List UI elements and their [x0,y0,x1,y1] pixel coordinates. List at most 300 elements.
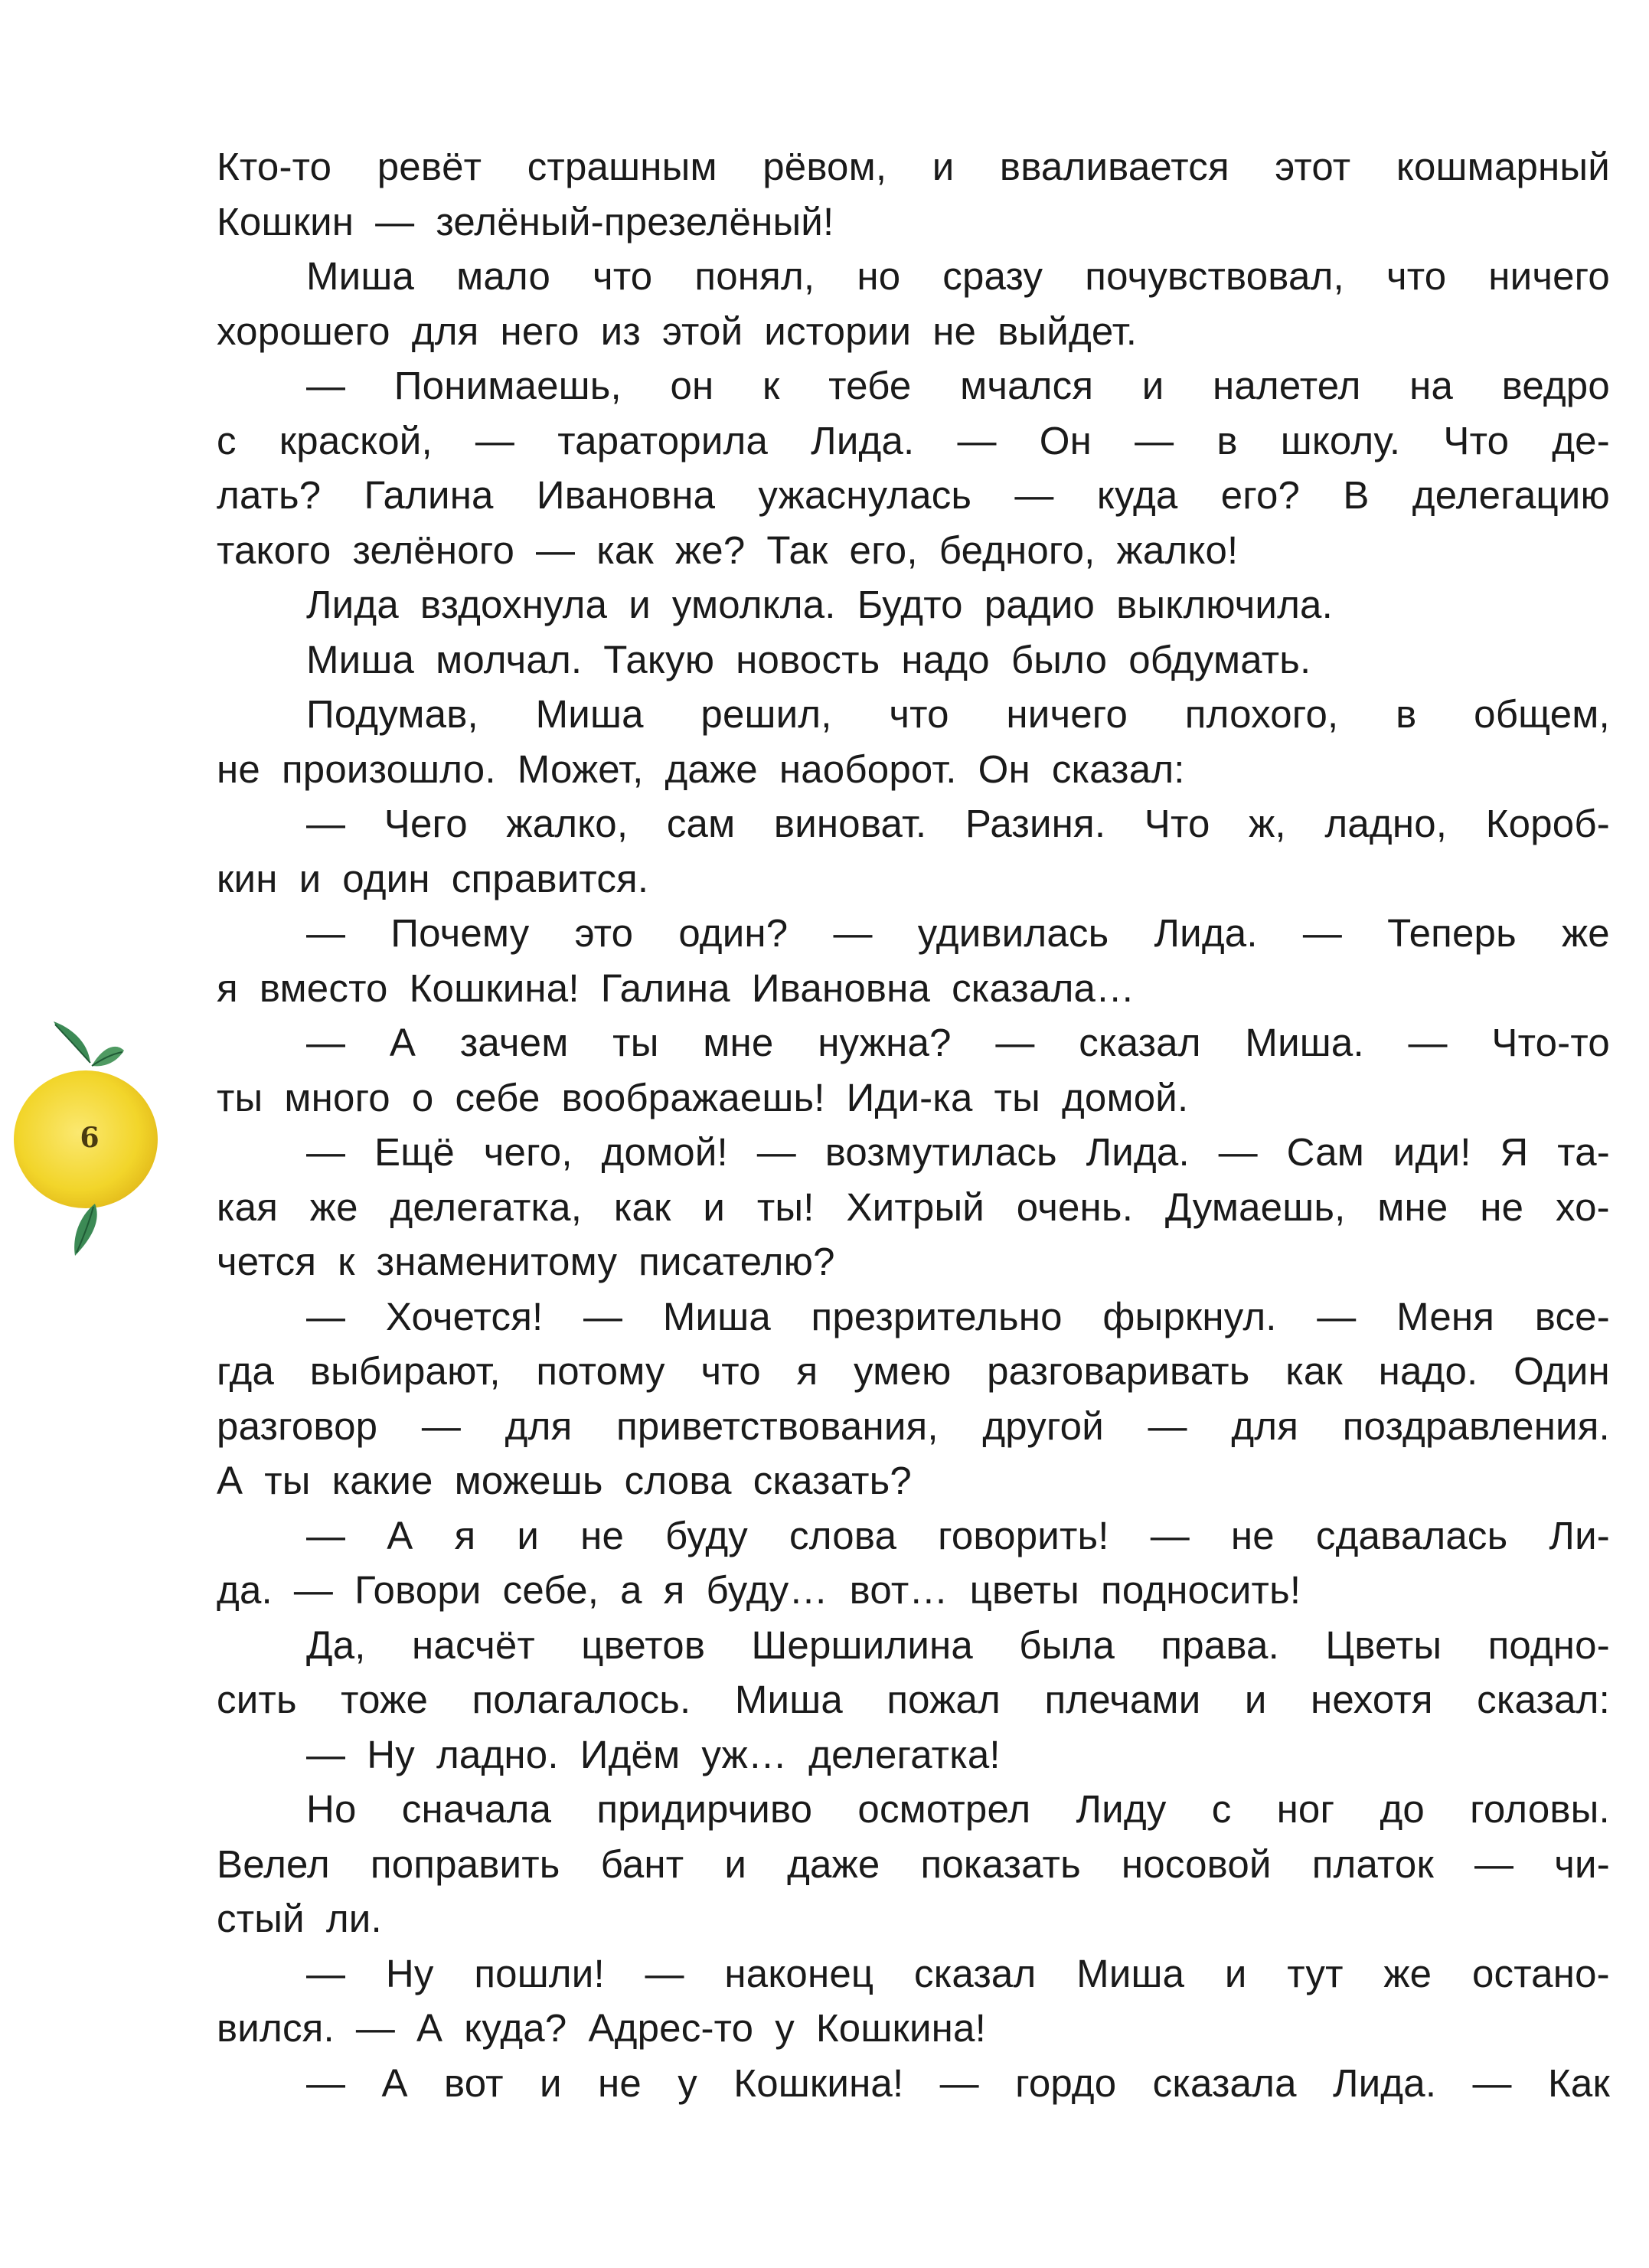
word: один? [678,911,789,955]
word: это [574,911,634,955]
word: не [1480,1185,1524,1229]
word: не [598,2060,642,2105]
text-line [217,1344,1610,1399]
word: чется [217,1240,317,1283]
word: кая [217,1185,279,1229]
word: плохого, [1184,692,1339,736]
text-line [217,194,1610,250]
word: гордо [1015,2060,1117,2105]
word: что [1386,254,1447,298]
text-line [217,304,1610,359]
word: сить [217,1678,297,1721]
word: Цветы [1325,1623,1442,1667]
word: насчёт [412,1623,535,1667]
word: тоже [341,1678,429,1721]
word: школу. [1280,418,1401,462]
word: — [306,1294,346,1338]
word: но [857,254,901,298]
word: же? [674,528,746,572]
word: что [593,254,653,298]
word: слова [624,1459,732,1502]
word: Миша [1076,1951,1185,1995]
word: ревёт [377,145,482,188]
text-line [217,1946,1610,2002]
word: Говори [354,1568,482,1612]
word: все- [1534,1294,1610,1338]
word: носовой [1121,1842,1272,1886]
word: сначала [401,1787,552,1831]
word: — [1148,1404,1187,1448]
word: Лида. [1154,911,1258,955]
word: домой! [601,1130,728,1174]
word: выйдет. [998,309,1138,353]
word: — [1218,1130,1258,1174]
word: Кошкина! [409,966,580,1010]
text-line [217,1015,1610,1070]
word: истории [764,309,912,353]
word: сам [666,802,736,845]
word: Понимаешь, [393,364,622,407]
word: Адрес-то [588,2006,754,2050]
word: вздохнула [420,583,608,626]
word: — [1472,2060,1512,2105]
word: разговаривать [987,1349,1250,1393]
word: до [1380,1787,1425,1831]
word: и [724,1842,747,1886]
word: ты [994,1075,1040,1119]
word: о [411,1075,434,1119]
word: и [1224,1951,1247,1995]
word: осмотрел [857,1787,1031,1831]
text-line [217,851,1610,907]
word: вваливается [999,145,1229,188]
word: презрительно [811,1294,1063,1338]
word: Он [978,747,1030,791]
word: можешь [454,1459,603,1502]
word: — [355,2006,396,2050]
word: слова [789,1513,897,1557]
word: А [416,2006,443,2050]
word: хо- [1555,1185,1610,1229]
word: и [703,1185,726,1229]
word: произошло. [281,747,496,791]
page-number: 6 [80,1122,100,1154]
word: делегацию [1412,473,1610,517]
word: зелёный-презелёный! [436,199,834,243]
word: Ивановна [751,966,931,1010]
text-line [217,1399,1610,1454]
text-line [217,1563,1610,1618]
word: Будто [857,583,963,626]
word: наконец [724,1951,874,1995]
word: хорошего [217,309,390,353]
word: — [756,1130,796,1174]
word: в [1216,418,1238,462]
text-line [217,1727,1610,1783]
word: — [939,2060,979,2105]
word: себе [455,1075,540,1119]
word: сразу [942,254,1043,298]
word: куда [1096,473,1178,517]
word: как [596,528,654,572]
text-line [217,1180,1610,1235]
word: другой [982,1404,1104,1448]
word: Ну [385,1951,434,1995]
word: наоборот. [779,747,957,791]
word: делегатка! [808,1732,1001,1776]
text-line [217,906,1610,961]
word: Ивановна [536,473,716,517]
word: буду [665,1513,749,1557]
word: Что-то [1491,1021,1610,1064]
word: Иди-ка [846,1075,973,1119]
word: для [1231,1404,1299,1448]
word: много [284,1075,390,1119]
word: и [517,1513,540,1557]
word: рёвом, [762,145,887,188]
word: — [306,1513,346,1557]
word: сказал: [1051,747,1185,791]
text-line [217,742,1610,797]
word: де- [1552,418,1610,462]
word: ног [1276,1787,1335,1831]
word: ладно. [436,1732,559,1776]
word: Но [306,1787,357,1831]
word: и [629,583,651,626]
word: тут [1287,1951,1344,1995]
word: умею [853,1349,952,1393]
word: чего, [483,1130,573,1174]
word: ладно, [1324,802,1448,845]
word: — [1014,473,1054,517]
word: Он [1039,418,1092,462]
text-line [217,2056,1610,2111]
word: мчался [960,364,1094,407]
text-line [217,1618,1610,1673]
word: что [889,692,949,736]
text-line [217,577,1610,632]
word: один [342,856,430,900]
word: с [217,418,237,462]
word: мне [1377,1185,1448,1229]
word: придирчиво [596,1787,813,1831]
text-line [217,2001,1610,2056]
word: я [663,1568,685,1612]
text-line [217,1070,1610,1126]
word: умолкла. [671,583,836,626]
word: сказал [914,1951,1037,1995]
word: сказать? [753,1459,912,1502]
word: знаменитому [376,1240,618,1283]
word: очень. [1016,1185,1134,1229]
word: ты [264,1459,311,1502]
word: Думаешь, [1164,1185,1346,1229]
word: Подумав, [306,692,478,736]
word: — [475,418,515,462]
word: нехотя [1310,1678,1433,1721]
word: обдумать. [1128,637,1311,681]
word: куда? [464,2006,567,2050]
word: понял, [694,254,815,298]
word: общем, [1474,692,1610,736]
word: подно- [1487,1623,1610,1667]
word: чи- [1554,1842,1610,1886]
word: у [775,2006,795,2050]
word: Может, [517,747,644,791]
word: разговор [217,1404,378,1448]
word: почувствовал, [1085,254,1344,298]
word: Почему [390,911,530,955]
word: даже [787,1842,880,1886]
word: вот [444,2060,504,2105]
word: нужна? [818,1021,952,1064]
word: не [217,747,260,791]
text-line [217,523,1610,578]
word: не [1230,1513,1275,1557]
word: какие [331,1459,433,1502]
word: Идём [580,1732,681,1776]
word: Короб- [1485,802,1610,845]
word: — [306,2060,346,2105]
word: полагалось. [472,1678,691,1721]
word: Ли- [1549,1513,1610,1557]
word: была [1019,1623,1115,1667]
word: та- [1557,1130,1610,1174]
word: стый [217,1897,305,1940]
word: я [454,1513,476,1557]
word: ничего [1488,254,1610,298]
word: пошли! [474,1951,605,1995]
word: Хочется! [385,1294,544,1338]
word: вился. [217,2006,335,2050]
word: буду… [706,1568,828,1612]
word: как [1285,1349,1343,1393]
word: ничего [1006,692,1128,736]
word: зелёного [352,528,515,572]
text-line [217,1234,1610,1289]
word: к [338,1240,355,1283]
word: Разиня. [965,802,1106,845]
word: даже [664,747,758,791]
word: его? [1220,473,1301,517]
word: — [1150,1513,1190,1557]
word: и [299,856,322,900]
word: Лида. [1086,1130,1190,1174]
word: — [375,199,415,243]
word: — [1135,418,1174,462]
word: с [1211,1787,1232,1831]
text-line [217,1125,1610,1180]
word: Шершилина [751,1623,973,1667]
word: страшным [527,145,717,188]
word: А [387,1513,413,1557]
word: мне [703,1021,774,1064]
word: плечами [1044,1678,1201,1721]
word: — [1408,1021,1448,1064]
word: выбирают, [309,1349,501,1393]
word: и [1244,1678,1267,1721]
text-line [217,1672,1610,1727]
text-line [217,1453,1610,1508]
word: Один [1513,1349,1610,1393]
word: Лида [306,583,399,626]
word: я [796,1349,818,1393]
word: платок [1311,1842,1434,1886]
word: новость [736,637,880,681]
word: показать [920,1842,1081,1886]
word: — [293,1568,334,1612]
word: — [583,1294,623,1338]
word: надо. [1378,1349,1478,1393]
word: — [306,802,346,845]
word: этой [661,309,743,353]
word: — [1474,1842,1514,1886]
word: краской, [279,418,433,462]
word: удивилась [917,911,1109,955]
word: в [1396,692,1417,736]
text-line [217,1891,1610,1946]
text-line [217,413,1610,469]
word: зачем [459,1021,569,1064]
word: молчал. [436,637,583,681]
text-line [217,139,1610,194]
word: радио [984,583,1096,626]
word: Такую [603,637,715,681]
text-line [217,1508,1610,1564]
word: — [1302,911,1343,955]
word: Миша. [1245,1021,1364,1064]
word: — [306,911,346,955]
word: Ещё [374,1130,455,1174]
word: кин [217,856,278,900]
word: виноват. [773,802,927,845]
word: него [500,309,580,353]
word: Миша [306,637,415,681]
word: говорить! [938,1513,1109,1557]
word: а [620,1568,642,1612]
word: Ну [367,1732,415,1776]
word: налетел [1213,364,1361,407]
word: же [1383,1951,1432,1995]
word: выключила. [1116,583,1333,626]
word: этот [1275,145,1351,188]
word: для [504,1404,573,1448]
word: В [1343,473,1370,517]
word: к [762,364,780,407]
word: ты [612,1021,659,1064]
word: сказал [1079,1021,1201,1064]
word: я [217,966,238,1010]
word: лать? [217,473,322,517]
word: Кто-то [217,145,332,188]
word: иди! [1393,1130,1471,1174]
word: писателю? [638,1240,835,1283]
word: Галина [364,473,494,517]
word: Как [1547,2060,1610,2105]
text-line [217,249,1610,304]
word: Сам [1286,1130,1365,1174]
word: и [540,2060,562,2105]
word: головы. [1470,1787,1610,1831]
word: А [389,1021,416,1064]
word: ужаснулась [758,473,972,517]
word: ж, [1249,802,1286,845]
word: не [932,309,977,353]
word: Миша [734,1678,843,1721]
word: Велел [217,1842,330,1886]
word: ведро [1501,364,1610,407]
word: справится. [451,856,649,900]
word: жалко! [1116,528,1239,572]
word: — [306,364,346,407]
word: жалко, [506,802,629,845]
word: А [217,1459,243,1502]
word: Чего [384,802,468,845]
word: поздравления. [1342,1404,1610,1448]
word: — [995,1021,1035,1064]
text-line [217,687,1610,742]
word: Кошкина! [815,2006,986,2050]
word: и [1141,364,1164,407]
word: — [306,1130,346,1174]
word: права. [1161,1623,1279,1667]
word: воображаешь! [561,1075,825,1119]
text-line [217,796,1610,851]
word: сдавалась [1315,1513,1508,1557]
word: надо [901,637,990,681]
word: у [678,2060,697,2105]
word: Что [1144,802,1210,845]
word: остано- [1471,1951,1610,1995]
word: тебе [828,364,912,407]
word: было [1011,637,1108,681]
word: потому [536,1349,665,1393]
word: и [932,145,955,188]
word: Теперь [1387,911,1517,955]
text-line [217,468,1610,523]
word: Кошкина! [733,2060,904,2105]
word: — [833,911,873,955]
word: как [613,1185,671,1229]
word: приветствования, [616,1404,939,1448]
word: вот… [849,1568,949,1612]
word: Лида. [1332,2060,1437,2105]
word: он [670,364,714,407]
text-line [217,1289,1610,1345]
word: — [1317,1294,1357,1338]
text-line [217,961,1610,1016]
text-line [217,1782,1610,1837]
word: из [600,309,641,353]
word: делегатка, [390,1185,583,1229]
word: Меня [1396,1294,1495,1338]
word: бедного, [939,528,1096,572]
word: — [421,1404,462,1448]
word: — [306,1732,346,1776]
word: пожал [887,1678,1001,1721]
word: на [1409,364,1454,407]
word: цветов [581,1623,706,1667]
word: Что [1443,418,1510,462]
word: Хитрый [846,1185,985,1229]
word: — [306,1021,346,1064]
word: что [700,1349,761,1393]
word: же [1561,911,1610,955]
word: А [381,2060,408,2105]
word: сказал: [1477,1678,1610,1721]
word: уж… [701,1732,788,1776]
word: Миша [662,1294,771,1338]
